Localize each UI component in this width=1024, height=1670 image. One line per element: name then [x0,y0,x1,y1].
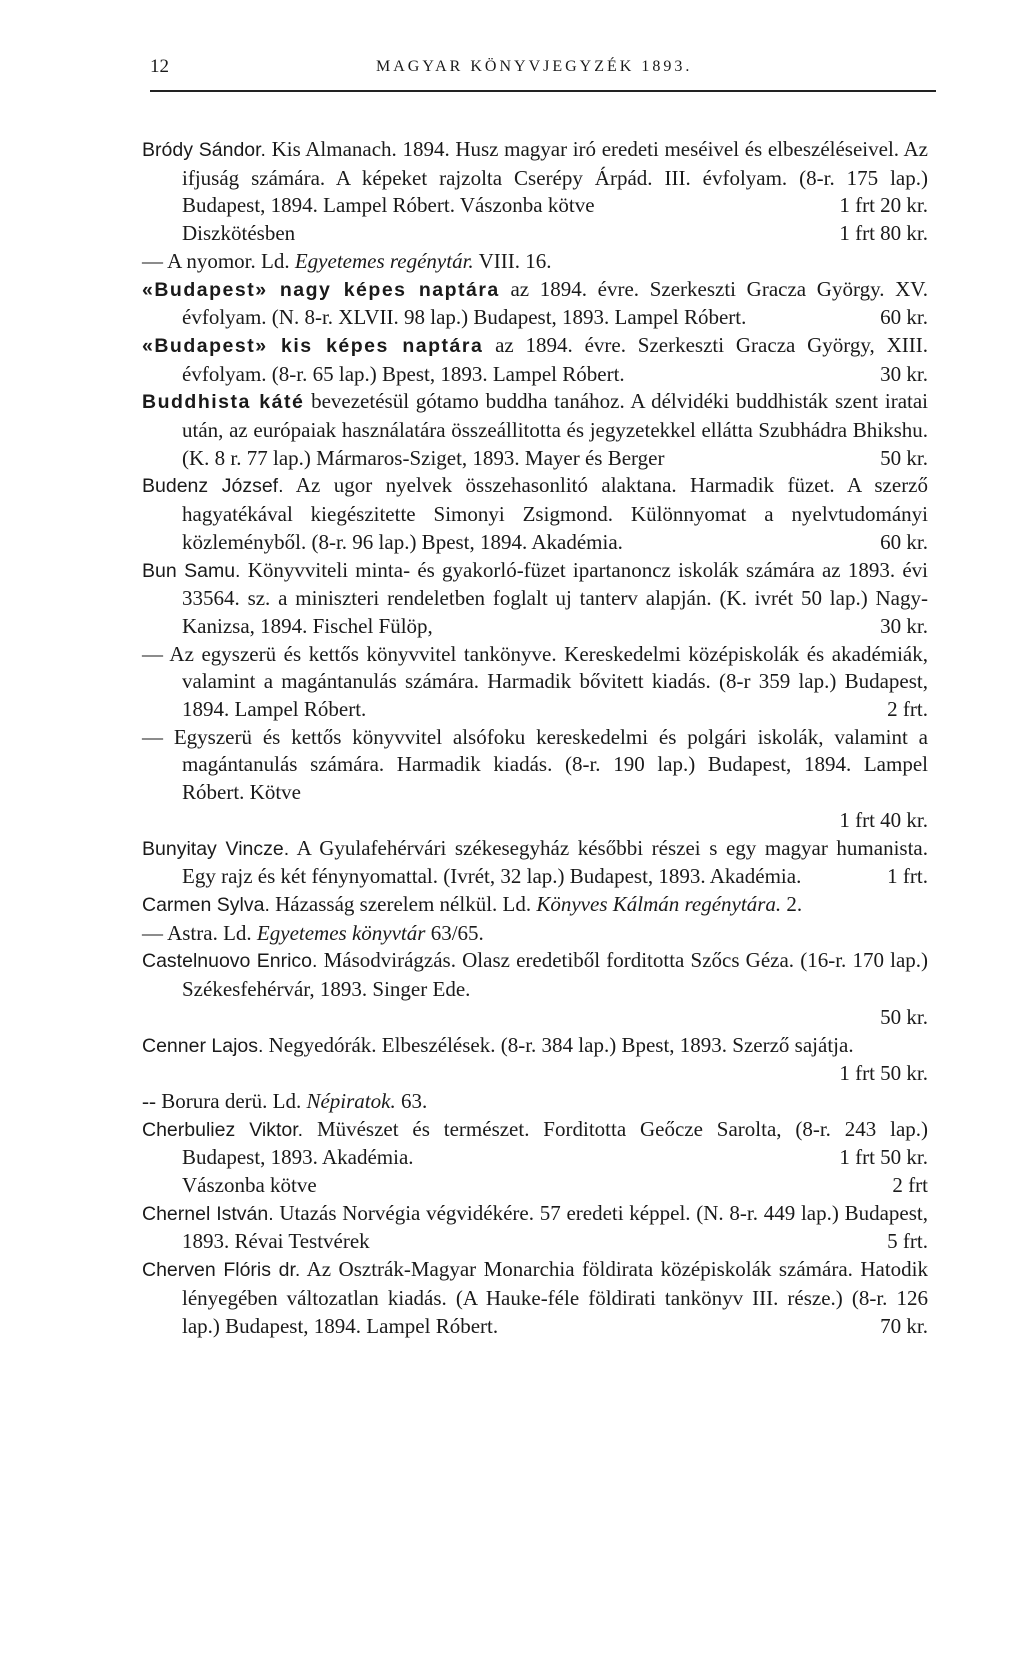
entry-konyvvitel-tankonyv [142,641,928,724]
entry-text: Diszkötésben [182,221,296,246]
entry-text: Egyszerü és kettős könyvvitel alsófoku kereskedelmi és polgári iskolák, valamint a magántanulás számára. Harmadik kiadás. (8-r. 190 lap.) Budapest, 1894. Lampel Róbert. Kötve [173,724,929,805]
entry-konyvvitel-alsofoku [142,724,928,835]
entry-price: 50 kr. [880,445,928,470]
entry-bunyitay-vincze [142,835,928,891]
entry-series: Népiratok. [306,1088,396,1113]
entry-budapest-nagy-naptar [142,276,928,332]
bibliography-column [142,136,928,1340]
entry-castelnuovo [142,947,928,1031]
running-title: MAGYAR KÖNYVJEGYZÉK 1893. [376,58,693,75]
entry-budenz-jozsef [142,472,928,556]
entry-text: Vászonba kötve [182,1173,317,1198]
entry-text-tail: 2. [786,891,803,916]
entry-price: 50 kr. [880,1004,928,1029]
entry-series: Egyetemes regénytár. [294,248,474,273]
entry-sub-vaszon [142,1172,928,1200]
entry-text: Az egyszerü és kettős könyvvitel tankönyve. Kereskedelmi középiskolák és akadémiák, valamint a magántanulás számára. Harmadik bővitett kiadás. (8-r 359 lap.) Budapest, 1894. Lampel Róbert. [169,641,929,722]
entry-dash: — [142,641,163,666]
entry-astra [142,920,928,948]
entry-dash: — [142,724,163,749]
entry-author: Bunyitay Vincze. [142,837,290,860]
entry-series: Egyetemes könyvtár [256,920,426,945]
entry-price: 70 kr. [880,1313,928,1338]
entry-cherbuliez [142,1116,928,1172]
entry-brody-sandor [142,136,928,220]
entry-series: Könyves Kálmán regénytára. [536,891,782,916]
entry-a-nyomor [142,248,928,276]
entry-price: 1 frt 80 kr. [839,221,928,246]
entry-text: az 1894. évre. Szerkeszti Gracza György. XV. évfolyam. (N. 8-r. XLVII. 98 lap.) Budapest, 1893. Lampel Róbert. [182,276,928,330]
entry-text: Negyedórák. Elbeszélések. (8-r. 384 lap.) Bpest, 1893. Szerző sajátja. [268,1032,854,1057]
entry-price: 1 frt 50 kr. [839,1061,928,1086]
entry-cherven-floris [142,1256,928,1340]
entry-text: Müvészet és természet. Forditotta Geőcze Sarolta, (8-r. 243 lap.) Budapest, 1893. Akadémia. [182,1116,929,1170]
entry-text: bevezetésül gótamo buddha tanához. A délvidéki buddhisták szent iratai után, az európaiak használatára összeállitotta és jegyzetekkel ellátta Szubhádra Bhikshu. (K. 8 r. 77 lap.) Mármaros-Sziget, 1893. Mayer és Berger [182,389,929,470]
header-rule [150,90,936,92]
entry-author: Chernel István. [142,1202,274,1225]
entry-author: Bun Samu. [142,559,241,582]
entry-text: Másodvirágzás. Olasz eredetiből forditotta Szőcs Géza. (16-r. 170 lap.) Székesfehérvár, 1893. Singer Ede. [182,948,929,1002]
entry-price: 1 frt. [887,864,928,889]
entry-author: Cenner Lajos. [142,1034,264,1057]
entry-price: 30 kr. [880,361,928,386]
entry-text: Borura derü. Ld. [161,1088,302,1113]
entry-author: Cherven Flóris dr. [142,1259,301,1282]
entry-budapest-kis-naptar [142,332,928,388]
entry-price: 60 kr. [880,529,928,554]
entry-cenner-lajos [142,1032,928,1086]
entry-carmen-sylva [142,891,928,920]
entry-text: A nyomor. Ld. [167,248,290,273]
entry-text: az 1894. évre. Szerkeszti Gracza György, XIII. évfolyam. (8-r. 65 lap.) Bpest, 1893. Lampel Róbert. [182,332,929,386]
entry-text-tail: 63/65. [430,920,484,945]
page-header [150,52,940,82]
entry-dash: -- [142,1088,156,1113]
entry-author: Bródy Sándor. [142,139,266,161]
entry-price: 1 frt 50 kr. [839,1145,928,1170]
entry-chernel-istvan [142,1200,928,1256]
entry-bun-samu [142,557,928,641]
entry-title: «Budapest» kis képes naptára [142,334,484,357]
entry-text-tail: VIII. 16. [478,248,552,273]
entry-author: Cherbuliez Viktor. [142,1118,304,1141]
entry-price: 1 frt 20 kr. [839,193,928,218]
entry-text: Utazás Norvégia végvidékére. 57 eredeti képpel. (N. 8-r. 449 lap.) Budapest, 1893. Révai Testvérek [182,1200,928,1254]
entry-author: Budenz József. [142,475,284,498]
page-number: 12 [150,56,169,77]
entry-sub-diszkotes [142,220,928,248]
entry-text: A Gyulafehérvári székesegyház későbbi részei s egy magyar humanista. Egy rajz és két fénynyomattal. (Ivrét, 32 lap.) Budapest, 1893. Akadémia. [182,835,928,889]
entry-price: 60 kr. [880,305,928,330]
entry-buddhista-kate [142,388,928,472]
entry-price: 2 frt. [887,697,928,722]
entry-borura-deru [142,1088,928,1116]
entry-text: Házasság szerelem nélkül. Ld. [275,891,532,916]
entry-price: 30 kr. [880,613,928,638]
entry-dash: — [142,920,163,945]
entry-title: Buddhista káté [142,391,305,414]
entry-price: 1 frt 40 kr. [839,807,928,832]
entry-text: Könyvviteli minta- és gyakorló-füzet ipartanoncz iskolák számára az 1893. évi 33564. sz. a miniszteri rendeletben foglalt uj tanterv alapján. (K. ivrét 50 lap.) Nagy-Kanizsa, 1894. Fischel Fülöp, [182,557,928,638]
entry-text-tail: 63. [400,1088,428,1113]
entry-text: Az Osztrák-Magyar Monarchia földirata középiskolák számára. Hatodik lényegében változatlan kiadás. (A Hauke-féle földirati tankönyv III. része.) (8-r. 126 lap.) Budapest, 1894. Lampel Róbert. [182,1257,928,1338]
entry-text: Az ugor nyelvek összehasonlitó alaktana. Harmadik füzet. A szerző hagyatékával kiegészitette Simonyi Zsigmond. Különnyomat a nyelvtudományi közleményből. (8-r. 96 lap.) Bpest, 1894. Akadémia. [182,473,929,554]
entry-author: Carmen Sylva. [142,893,270,916]
entry-price: 5 frt. [887,1229,928,1254]
entry-price: 2 frt [892,1173,928,1198]
entry-text: Astra. Ld. [167,920,252,945]
entry-text: Kis Almanach. 1894. Husz magyar iró eredeti meséivel és elbeszéléseivel. Az ifjuság számára. A képeket rajzolta Cserépy Árpád. III. évfolyam. (8-r. 175 lap.) Budapest, 1894. Lampel Róbert. Vászonba kötve [182,137,928,218]
entry-dash: — [142,248,163,273]
entry-author: Castelnuovo Enrico. [142,950,318,973]
entry-title: «Budapest» nagy képes naptára [142,278,500,301]
